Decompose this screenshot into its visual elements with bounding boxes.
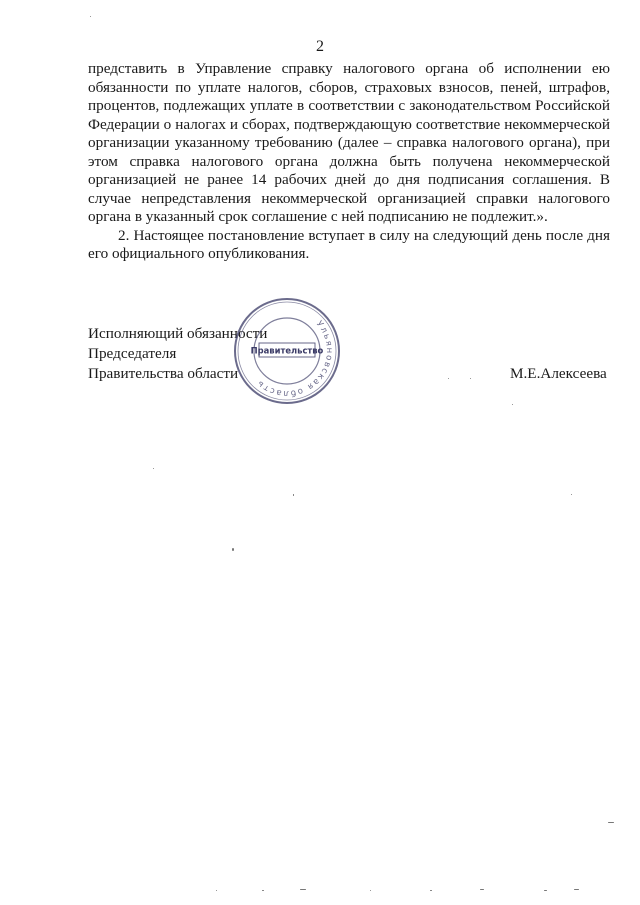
signature-title-line-1: Исполняющий обязанности: [88, 325, 268, 342]
scan-speck: [448, 378, 449, 379]
scan-speck: [608, 822, 614, 823]
signature-title-line-2: Председателя: [88, 345, 177, 362]
paragraph-continuation: представить в Управление справку налогового органа об исполнении ею обязанности по уплате налогов, сборов, страховых взносов, пеней, штрафов, процентов, подлежащих уплате в соответствии с законодательством Российской Федерации о налогах и сборах, подтверждающую соответствие некоммерческой организации указанному требованию (далее – справка налогового органа), при этом справка налогового органа должна быть получена некоммерческой организацией не ранее 14 рабочих дней до дня подписания соглашения. В случае непредставления некоммерческой организацией справки налогового органа в указанный срок соглашение с ней подписанию не подлежит.».: [88, 60, 610, 225]
scan-speck: [300, 889, 306, 890]
scan-speck: [153, 468, 154, 469]
scan-speck: [90, 16, 91, 17]
scan-speck: [430, 890, 432, 891]
scan-speck: [370, 890, 371, 891]
page-number: 2: [316, 38, 324, 55]
scan-speck: [574, 889, 579, 890]
paragraph-effective-date: 2. Настоящее постановление вступает в силу на следующий день после дня его официального опубликования.: [88, 226, 610, 262]
document-body: [88, 60, 610, 264]
scan-speck: [470, 378, 471, 379]
official-seal-stamp: [232, 296, 342, 406]
scan-speck: [262, 890, 264, 891]
scan-speck: [232, 548, 234, 551]
scan-speck: [571, 494, 572, 495]
scan-speck: [293, 494, 294, 496]
signatory-name: М.Е.Алексеева: [510, 365, 607, 382]
stamp-ring-text: Ульяновская область: [254, 319, 335, 399]
scan-speck: [544, 890, 547, 891]
scan-speck: [216, 890, 217, 891]
signature-title-line-3: Правительства области: [88, 365, 239, 382]
scan-speck: [480, 889, 484, 890]
scan-speck: [512, 404, 513, 405]
stamp-center-text: Правительство: [250, 345, 324, 356]
svg-text:Ульяновская область: [255, 319, 334, 398]
